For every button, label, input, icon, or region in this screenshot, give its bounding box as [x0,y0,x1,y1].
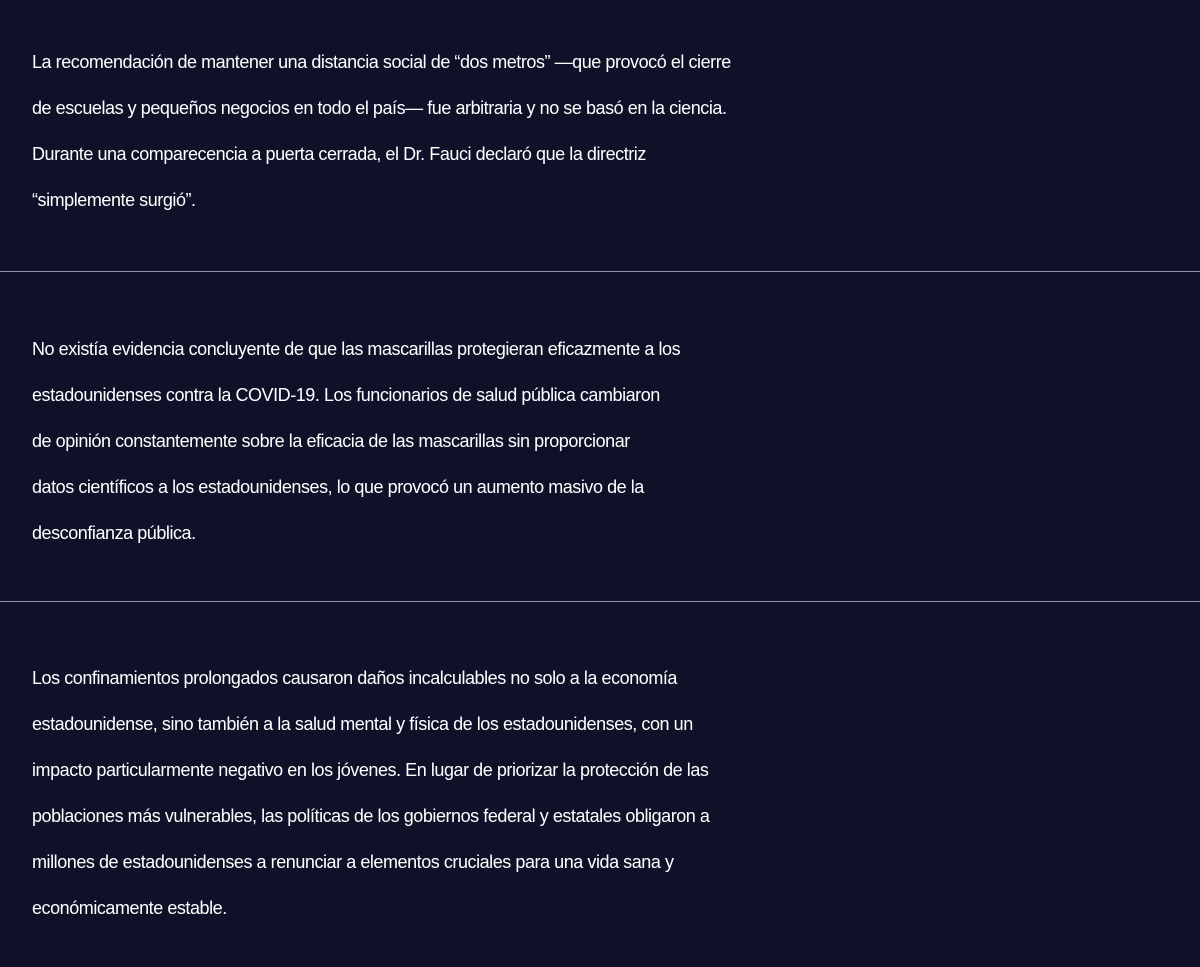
paragraph-line: estadounidense, sino también a la salud mental y física de los estadounidenses, con un [32,714,693,734]
paragraph-line: Los confinamientos prolongados causaron daños incalculables no solo a la economía [32,668,677,688]
paragraph-line: poblaciones más vulnerables, las políticas de los gobiernos federal y estatales obligaron a [32,806,710,826]
paragraph-line: millones de estadounidenses a renunciar a elementos cruciales para una vida sana y [32,852,674,872]
finding-section-masks [0,326,1200,556]
paragraph-line: estadounidenses contra la COVID-19. Los funcionarios de salud pública cambiaron [32,385,660,405]
paragraph-line: económicamente estable. [32,898,227,918]
paragraph-line: La recomendación de mantener una distancia social de “dos metros” —que provocó el cierre [32,52,731,72]
finding-section-lockdowns [0,655,1200,931]
finding-section-social-distancing [0,39,1200,223]
paragraph-line: de opinión constantemente sobre la eficacia de las mascarillas sin proporcionar [32,431,630,451]
paragraph-line: impacto particularmente negativo en los jóvenes. En lugar de priorizar la protección de las [32,760,709,780]
paragraph-line: Durante una comparecencia a puerta cerrada, el Dr. Fauci declaró que la directriz [32,144,646,164]
paragraph-line: desconfianza pública. [32,523,196,543]
paragraph-line: No existía evidencia concluyente de que las mascarillas protegieran eficazmente a los [32,339,681,359]
paragraph-line: datos científicos a los estadounidenses, lo que provocó un aumento masivo de la [32,477,644,497]
section-divider [0,271,1200,272]
paragraph-line: de escuelas y pequeños negocios en todo el país— fue arbitraria y no se basó en la ciencia. [32,98,727,118]
section-divider [0,601,1200,602]
paragraph-line: “simplemente surgió”. [32,190,196,210]
